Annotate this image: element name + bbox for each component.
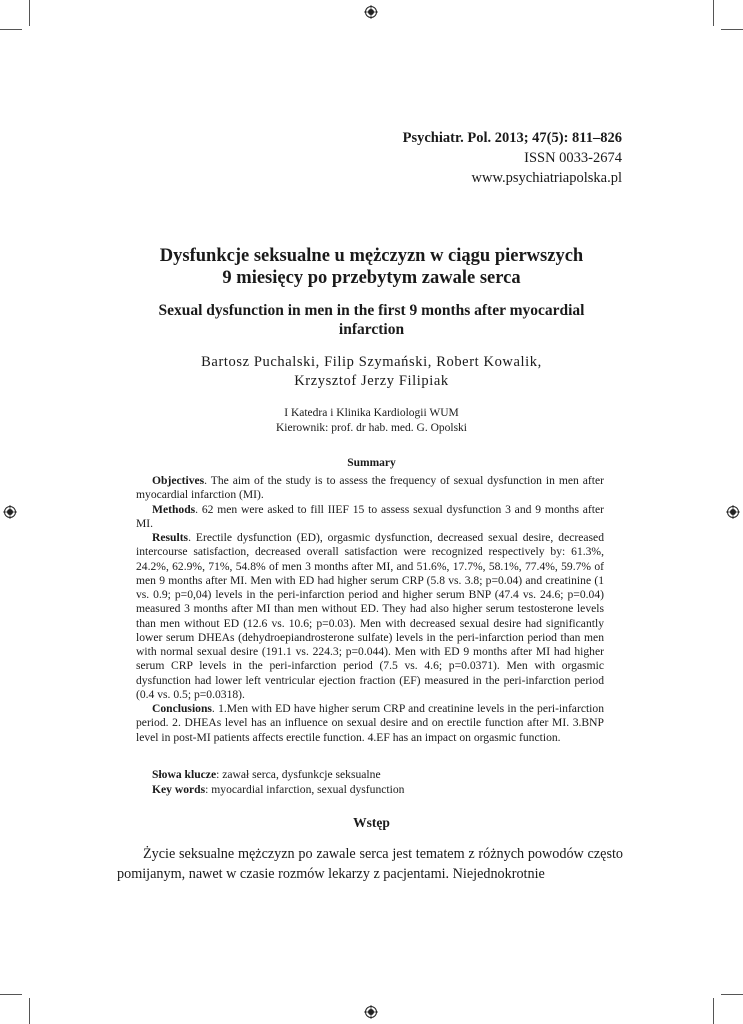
journal-website: www.psychiatriapolska.pl [471, 170, 622, 186]
registration-mark-icon [364, 5, 378, 19]
registration-mark-icon [3, 505, 17, 519]
journal-header [403, 128, 622, 188]
summary-conclusions [136, 702, 604, 745]
keywords-en-label: Key words [152, 783, 206, 796]
results-label: Results [152, 531, 189, 544]
keywords-block [136, 767, 604, 797]
keywords-pl-text: : zawał serca, dysfunkcje seksualne [216, 768, 381, 781]
journal-citation: Psychiatr. Pol. 2013; 47(5): 811–826 [402, 130, 622, 146]
crop-mark-top-right-h [721, 29, 743, 30]
crop-mark-bottom-left-v [29, 998, 30, 1024]
conclusions-label: Conclusions [152, 702, 212, 715]
crop-mark-bottom-right-h [721, 994, 743, 995]
section-heading: Wstęp [353, 815, 390, 830]
objectives-label: Objectives [152, 474, 205, 487]
title-line: 9 miesięcy po przebytym zawale serca [222, 268, 521, 288]
title-line: Sexual dysfunction in men in the first 9 months after myocardial [158, 302, 585, 319]
summary-abstract [136, 474, 604, 745]
title-line: Dysfunkcje seksualne u mężczyzn w ciągu pierwszych [159, 246, 584, 266]
author-line: Krzysztof Jerzy Filipiak [294, 373, 449, 389]
keywords-english [136, 782, 604, 797]
body-paragraph: Życie seksualne mężczyzn po zawale serca jest tematem z różnych powodów często pomijanym, nawet w czasie rozmów lekarzy z pacjentami. Niejednokrotnie [117, 846, 623, 882]
summary-objectives [136, 474, 604, 503]
registration-mark-icon [726, 505, 740, 519]
keywords-polish [136, 767, 604, 782]
summary-methods [136, 503, 604, 532]
summary-results [136, 531, 604, 702]
affiliation-head: Kierownik: prof. dr hab. med. G. Opolski [276, 422, 467, 434]
title-line: infarction [338, 321, 405, 338]
summary-heading: Summary [347, 457, 396, 469]
journal-issn: ISSN 0033-2674 [524, 150, 622, 166]
results-text: . Erectile dysfunction (ED), orgasmic dysfunction, decreased sexual desire, decreased intercourse satisfaction, decreased overall satisfaction were recognized respectively by: 61.3%, 24.2%, 62.9%, 71%, 54.8% of men 3 months after MI, and 51.6%, 17.7%, 58.1%, 77.4%, 59.7% of men 9 months after MI. Men with ED had higher serum CRP (5.8 vs. 3.8; p=0.04) and creatinine (1 vs. 0.9; p=0,04) levels in the peri-infarction period and higher serum BNP (47.4 vs. 24.6; p=0.04) measured 3 months after MI than men without ED. They had also higher serum testosterone levels than men without ED (12.6 vs. 10.6; p=0.03). Men with decreased sexual desire had significantly lower serum DHEAs (dehydroepiandrosterone sulfate) levels in the peri-infarction period than men with normal sexual desire (191.1 vs. 224.3; p=0.044). Men with ED 9 months after MI had higher serum CRP levels in the peri-infarction period (7.5 vs. 4.6; p=0.0371). Men with orgasmic dysfunction had lower left ventricular ejection fraction (EF) measured in the peri-infarction period (0.4 vs. 0.5; p=0.0318). [136, 531, 604, 701]
crop-mark-bottom-right-v [713, 998, 714, 1024]
conclusions-text: . 1.Men with ED have higher serum CRP and creatinine levels in the peri-infarction period. 2. DHEAs level has an influence on sexual desire and on erectile function after MI. 3.BNP level in post-MI patients affects erectile function. 4.EF has an impact on orgasmic function. [136, 702, 604, 744]
objectives-text: . The aim of the study is to assess the frequency of sexual dysfunction in men after myocardial infarction (MI). [136, 474, 604, 502]
article-title-english [0, 301, 743, 339]
crop-mark-top-right-v [713, 0, 714, 26]
author-line: Bartosz Puchalski, Filip Szymański, Robert Kowalik, [201, 354, 542, 370]
affiliation-department: I Katedra i Klinika Kardiologii WUM [284, 407, 459, 419]
methods-label: Methods [152, 502, 196, 516]
keywords-pl-label: Słowa klucze [152, 768, 217, 781]
introduction-text [117, 845, 623, 884]
article-title-polish [0, 245, 743, 289]
author-list [0, 353, 743, 391]
crop-mark-bottom-left-h [0, 994, 22, 995]
crop-mark-top-left-v [29, 0, 30, 26]
affiliation [0, 406, 743, 436]
keywords-en-text: : myocardial infarction, sexual dysfunction [205, 783, 405, 796]
crop-mark-top-left-h [0, 29, 22, 30]
registration-mark-icon [364, 1005, 378, 1019]
methods-text: . 62 men were asked to fill IIEF 15 to assess sexual dysfunction 3 and 9 months after MI. [136, 502, 604, 530]
